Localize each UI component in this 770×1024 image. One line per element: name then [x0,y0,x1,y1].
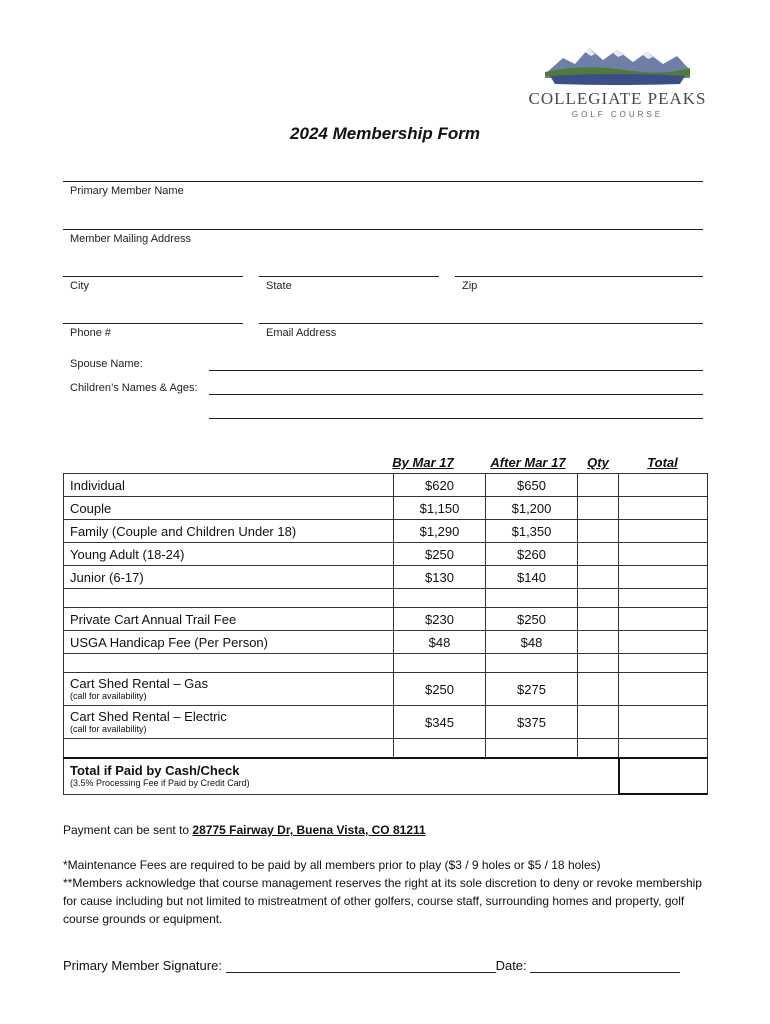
membership-note: **Members acknowledge that course management reserves the right at its sole discretion to deny or revoke membership for cause including but not limited to mistreatment of other golfers, course staff, surrounding homes and property, golf course grounds or equipment. [63,876,702,926]
fee-after: $1,200 [486,497,578,520]
logo-name: COLLEGIATE PEAKS [528,89,707,108]
fee-label [64,706,394,739]
fee-by: $1,150 [394,497,486,520]
table-row [64,706,708,739]
fee-after: $275 [486,673,578,706]
total-cell[interactable] [619,497,708,520]
total-cell[interactable] [619,520,708,543]
total-cell[interactable] [619,566,708,589]
fee-after: $140 [486,566,578,589]
table-row [64,543,708,566]
spouse-line[interactable] [209,370,703,371]
header-qty: Qty [587,455,609,470]
total-cell[interactable] [619,706,708,739]
payment-prefix: Payment can be sent to [63,823,190,837]
qty-cell[interactable] [578,631,619,654]
fee-label: Family (Couple and Children Under 18) [64,520,394,543]
shed-label: Cart Shed Rental – Electric [70,709,227,724]
mailing-address-label: Member Mailing Address [70,233,192,245]
spacer-row [64,589,708,608]
notes [63,856,713,928]
fee-by: $130 [394,566,486,589]
shed-note: (call for availability) [70,691,147,701]
qty-cell[interactable] [578,566,619,589]
table-row [64,673,708,706]
shed-label: Cart Shed Rental – Gas [70,676,209,691]
payment-address: 28775 Fairway Dr, Buena Vista, CO 81211 [192,823,426,837]
table-row [64,608,708,631]
signature-line [63,958,680,973]
qty-cell[interactable] [578,608,619,631]
grand-total-cell[interactable] [619,758,708,794]
mountain-logo-icon [545,44,690,86]
total-cell[interactable] [619,474,708,497]
children-label: Children’s Names & Ages: [70,382,198,394]
signature-label: Primary Member Signature: [63,958,222,973]
children-line-2[interactable] [209,418,703,419]
fee-label: Junior (6-17) [64,566,394,589]
fee-by: $48 [394,631,486,654]
fee-by: $620 [394,474,486,497]
table-row [64,520,708,543]
payment-line [63,823,426,837]
table-row [64,497,708,520]
phone-line[interactable] [63,323,243,324]
qty-cell[interactable] [578,520,619,543]
header-after-mar-17: After Mar 17 [490,455,566,470]
city-label: City [70,280,89,292]
qty-cell[interactable] [578,474,619,497]
fees-table [63,473,708,795]
children-line-1[interactable] [209,394,703,395]
fee-after: $260 [486,543,578,566]
primary-member-name-label: Primary Member Name [70,185,184,197]
fee-by: $250 [394,673,486,706]
fee-label: Young Adult (18-24) [64,543,394,566]
fee-label: Couple [64,497,394,520]
header-by-mar-17: By Mar 17 [392,455,454,470]
email-line[interactable] [259,323,703,324]
fee-by: $345 [394,706,486,739]
spouse-label: Spouse Name: [70,358,143,370]
state-label: State [266,280,292,292]
qty-cell[interactable] [578,673,619,706]
email-label: Email Address [266,327,337,339]
mailing-address-line[interactable] [63,229,703,230]
fee-label: Private Cart Annual Trail Fee [64,608,394,631]
table-row [64,566,708,589]
fee-after: $375 [486,706,578,739]
form-title: 2024 Membership Form [290,124,480,143]
total-cell[interactable] [619,543,708,566]
fee-after: $650 [486,474,578,497]
total-cell[interactable] [619,631,708,654]
phone-label: Phone # [70,327,111,339]
qty-cell[interactable] [578,543,619,566]
table-row [64,474,708,497]
qty-cell[interactable] [578,497,619,520]
zip-label: Zip [462,280,478,292]
fee-label: Individual [64,474,394,497]
total-note: (3.5% Processing Fee if Paid by Credit Card) [70,778,250,789]
maintenance-note: *Maintenance Fees are required to be paid by all members prior to play ($3 / 9 holes or $5 / 18 holes) [63,858,601,872]
date-label: Date: [495,958,527,973]
total-cell[interactable] [619,608,708,631]
fee-by: $250 [394,543,486,566]
state-line[interactable] [259,276,439,277]
fee-after: $250 [486,608,578,631]
spacer-row [64,654,708,673]
shed-note: (call for availability) [70,724,147,734]
primary-member-name-line[interactable] [63,181,703,182]
city-line[interactable] [63,276,243,277]
total-label: Total if Paid by Cash/Check [70,763,240,779]
date-field[interactable] [530,958,680,973]
fee-label: USGA Handicap Fee (Per Person) [64,631,394,654]
fee-after: $48 [486,631,578,654]
total-row [64,758,708,794]
fee-by: $230 [394,608,486,631]
total-cell[interactable] [619,673,708,706]
header-total: Total [647,455,678,470]
spacer-row [64,739,708,759]
signature-field[interactable] [226,958,496,973]
fee-after: $1,350 [486,520,578,543]
table-row [64,631,708,654]
fee-label [64,673,394,706]
total-label-cell [64,758,619,794]
qty-cell[interactable] [578,706,619,739]
course-logo [525,44,710,124]
logo-subtitle: GOLF COURSE [571,110,664,119]
fee-by: $1,290 [394,520,486,543]
zip-line[interactable] [455,276,703,277]
